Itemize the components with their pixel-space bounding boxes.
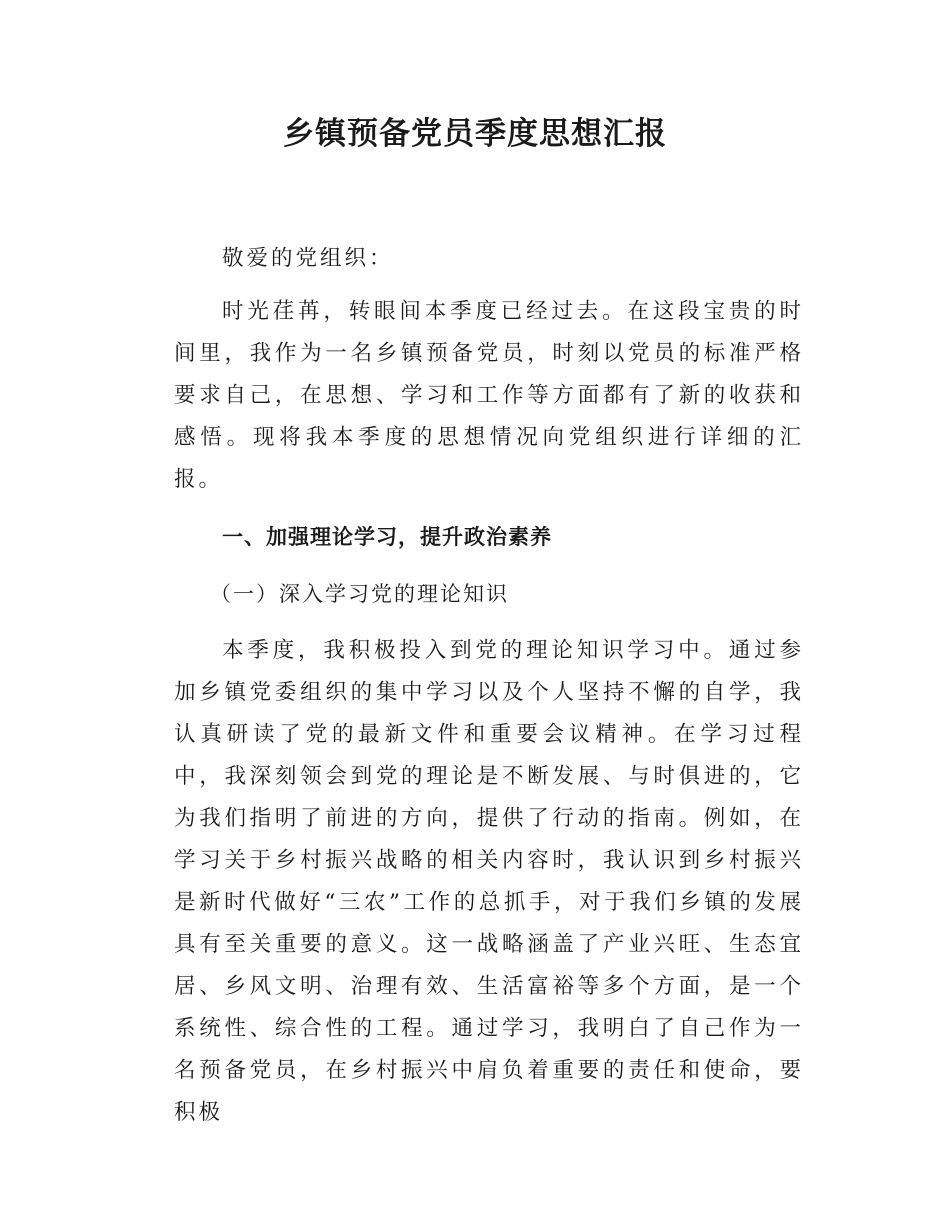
subsection-heading: （一）深入学习党的理论知识: [210, 582, 509, 606]
section-heading: 一、加强理论学习，提升政治素养: [222, 525, 552, 549]
salutation: 敬爱的党组织：: [222, 246, 394, 271]
intro-paragraph: 时光荏苒，转眼间本季度已经过去。在这段宝贵的时间里，我作为一名乡镇预备党员，时刻以党员的标准严格要求自己，在思想、学习和工作等方面都有了新的收获和感悟。现将我本季度的思想情况向党组织进行详细的汇报。: [174, 299, 804, 492]
document-title: 乡镇预备党员季度思想汇报: [283, 116, 667, 152]
document-body: [174, 238, 804, 1134]
body-paragraph: 本季度，我积极投入到党的理论知识学习中。通过参加乡镇党委组织的集中学习以及个人坚持不懈的自学，我认真研读了党的最新文件和重要会议精神。在学习过程中，我深刻领会到党的理论是不断发展、与时俱进的，它为我们指明了前进的方向，提供了行动的指南。例如，在学习关于乡村振兴战略的相关内容时，我认识到乡村振兴是新时代做好“三农”工作的总抓手，对于我们乡镇的发展具有至关重要的意义。这一战略涵盖了产业兴旺、生态宜居、乡风文明、治理有效、生活富裕等多个方面，是一个系统性、综合性的工程。通过学习，我明白了自己作为一名预备党员，在乡村振兴中肩负着重要的责任和使命，要积极: [174, 638, 804, 1125]
